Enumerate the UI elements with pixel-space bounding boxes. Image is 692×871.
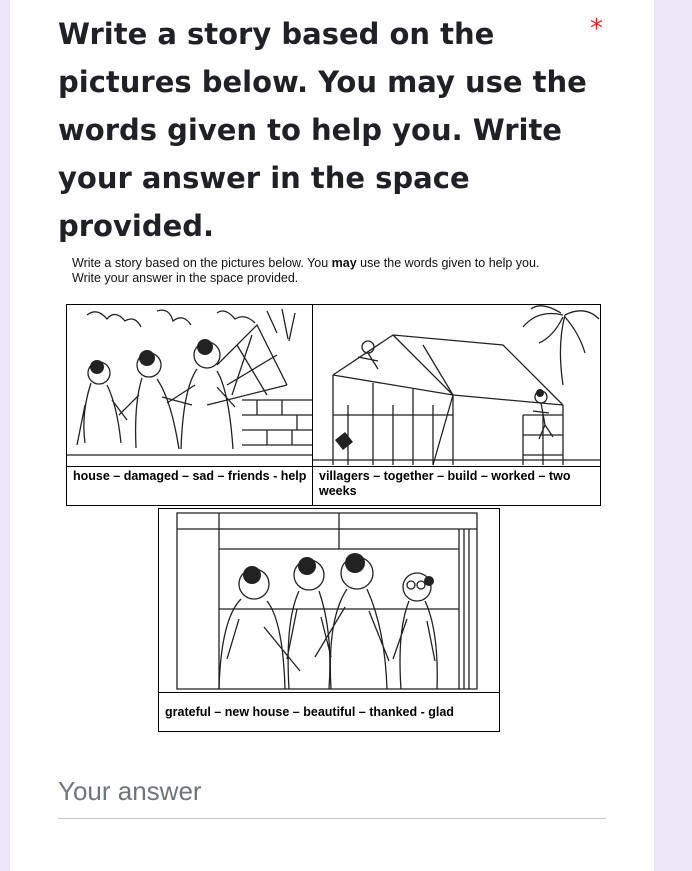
- image-instruction: Write a story based on the pictures below. You may use the words given to help you. Write your answer in the space provided.: [72, 256, 540, 285]
- rebuilding-house-illustration: [313, 305, 600, 467]
- page-side-margin: [654, 0, 692, 871]
- question-title: Write a story based on the pictures below. You may use the words given to help you. Write your answer in the space provided.: [58, 17, 587, 243]
- question-image: [66, 248, 602, 734]
- panel-2-caption: villagers – together – build – worked – two weeks: [313, 466, 600, 505]
- panel-3-caption: grateful – new house – beautiful – thanked - glad: [159, 692, 499, 731]
- required-asterisk: *: [590, 14, 603, 44]
- answer-underline: [58, 818, 606, 819]
- answer-input[interactable]: Your answer: [58, 776, 202, 806]
- panel-1-caption: house – damaged – sad – friends - help: [67, 466, 314, 505]
- picture-panel-2: [312, 304, 601, 506]
- grateful-friends-illustration: [159, 509, 499, 693]
- picture-panel-1: [66, 304, 315, 506]
- question-card: [10, 0, 654, 871]
- damaged-house-illustration: [67, 305, 314, 467]
- picture-panel-3: [158, 508, 500, 732]
